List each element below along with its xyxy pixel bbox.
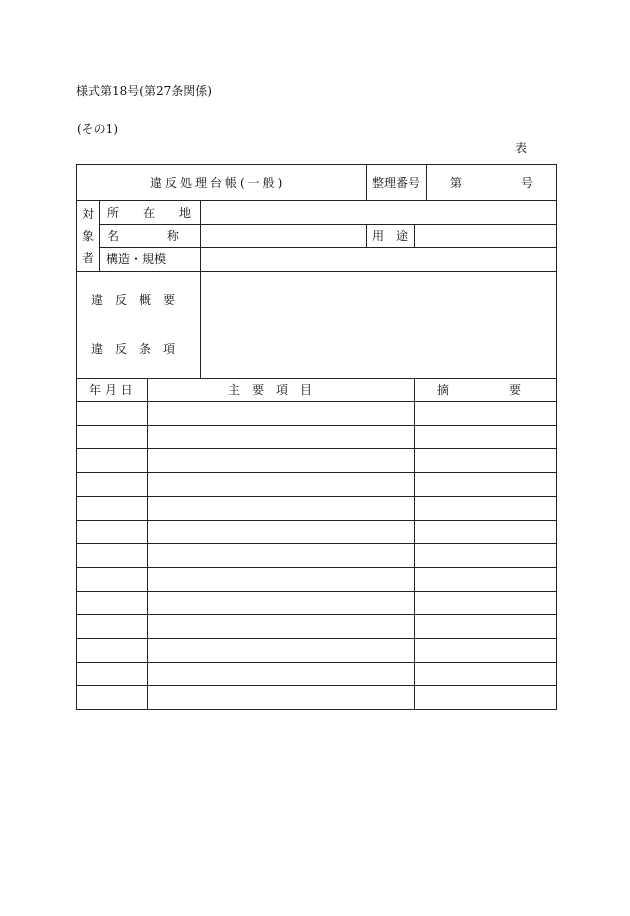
seiri-bango-label: 整理番号 [372, 176, 421, 190]
log-row-line [76, 567, 557, 568]
location-label: 所 在 地 [107, 206, 192, 220]
go-label: 号 [521, 176, 534, 190]
header-row-bottom [76, 200, 557, 201]
ledger-title: 違反処理台帳(一般) [150, 176, 286, 190]
target-row-1-bottom [99, 224, 557, 225]
violation-clause-label: 違 反 条 項 [91, 342, 176, 356]
side-label: 表 [515, 141, 528, 155]
target-label-divider [99, 200, 100, 272]
use-label: 用 途 [372, 229, 409, 243]
frame-right [556, 164, 557, 710]
form-number-title: 様式第18号(第27条関係) [76, 84, 212, 98]
log-col-divider-2 [414, 378, 415, 710]
summary-bottom [76, 378, 557, 379]
name-label: 名 称 [107, 229, 180, 243]
log-row-line [76, 662, 557, 663]
log-row-line [76, 496, 557, 497]
target-char-1: 対 [81, 207, 94, 221]
target-char-2: 象 [81, 229, 94, 243]
use-divider-right [414, 224, 415, 248]
log-row-line [76, 520, 557, 521]
target-row-2-bottom [99, 247, 557, 248]
structure-label: 構造・規模 [106, 252, 167, 266]
violation-overview-label: 違 反 概 要 [91, 293, 176, 307]
target-block-bottom [76, 271, 557, 272]
log-row-line [76, 614, 557, 615]
col-main-header: 主 要 項 目 [228, 383, 313, 397]
log-header-bottom [76, 401, 557, 402]
target-vertical-label [81, 203, 95, 269]
summary-divider [200, 271, 201, 379]
target-value-divider [200, 200, 201, 272]
header-divider-2 [426, 164, 427, 201]
header-divider-1 [366, 164, 367, 201]
log-row-line [76, 543, 557, 544]
frame-left [76, 164, 77, 710]
frame-top [76, 164, 557, 165]
log-col-divider-1 [147, 378, 148, 710]
use-divider-left [366, 224, 367, 248]
log-row-line [76, 448, 557, 449]
log-row-line [76, 638, 557, 639]
col-date-header: 年 月 日 [89, 383, 133, 397]
log-row-line [76, 472, 557, 473]
col-note-header: 摘 要 [437, 383, 522, 397]
log-row-line [76, 685, 557, 686]
form-subtitle: (その1) [77, 122, 118, 136]
target-char-3: 者 [81, 251, 94, 265]
frame-bottom [76, 709, 557, 710]
dai-label: 第 [450, 176, 463, 190]
log-row-line [76, 425, 557, 426]
log-row-line [76, 591, 557, 592]
